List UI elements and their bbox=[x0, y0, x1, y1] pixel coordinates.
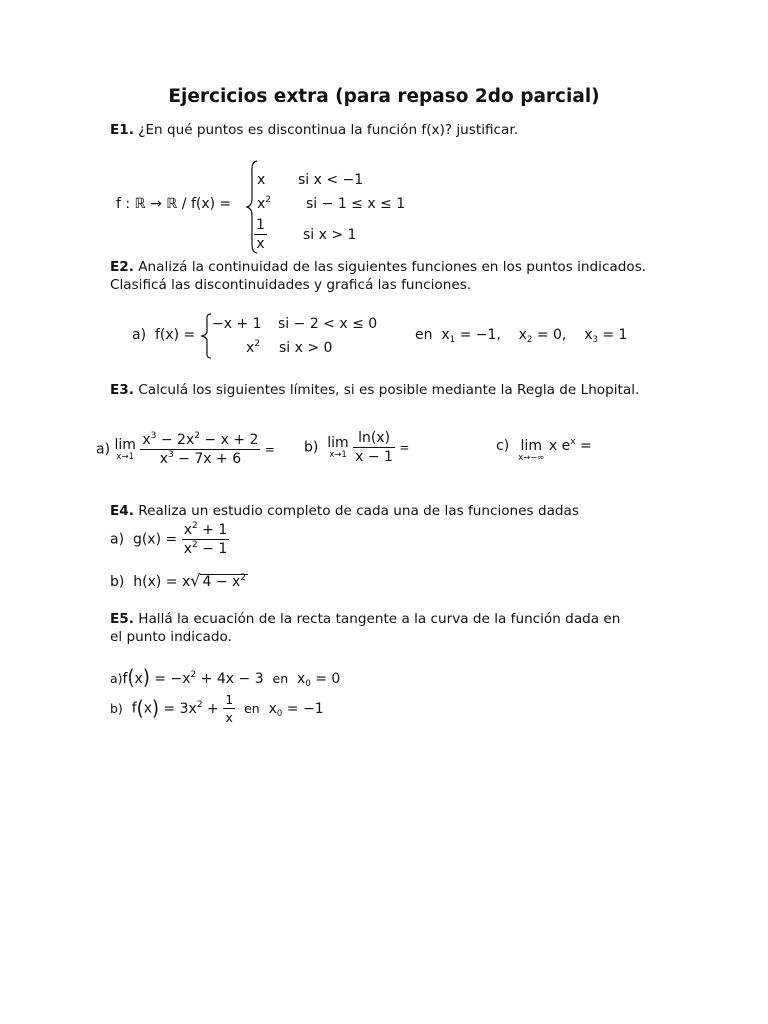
e2-statement-line1: E2. Analizá la continuidad de las siguientes funciones en los puntos indicados. bbox=[110, 259, 647, 275]
e2-points: en $x_1 = -1$, $x_2 = 0$, $x_3 = 1$ bbox=[415, 327, 628, 345]
e5-statement-line2: el punto indicado. bbox=[110, 629, 232, 645]
e4-item-a: a) g(x) = $\frac{x^2 + 1}{x^2 - 1}$ bbox=[110, 521, 228, 557]
e5-statement-line1: E5. Hallá la ecuación de la recta tangente a la curva de la función dada en bbox=[110, 611, 621, 627]
e1-case2-expr: $x^2$ bbox=[257, 195, 272, 212]
e2-case2-expr: $x^2$ bbox=[246, 339, 261, 356]
e1-case1-cond: si x < −1 bbox=[298, 172, 364, 188]
e2-case1-cond: si − 2 < x ≤ 0 bbox=[278, 316, 378, 332]
e4-item-b: b) h(x) = x√ $4 - x^2$ bbox=[110, 571, 247, 590]
e1-label: E1. bbox=[110, 122, 134, 138]
e5-item-b: b) $f(x) = 3x^2$ + $\frac{1}{x}$ en $x_0 = -1$ bbox=[110, 692, 324, 725]
e2-label: E2. bbox=[110, 259, 134, 275]
e5-item-a: $a)f(x) = -x^2 + 4x - 3$ en $x_0 = 0$ bbox=[110, 665, 341, 690]
e3-label: E3. bbox=[110, 382, 134, 398]
e1-case3-expr: $\frac{1}{x}$ bbox=[256, 217, 265, 252]
e2-case1-expr: −x + 1 bbox=[212, 316, 262, 332]
e3-statement: E3. Calculá los siguientes límites, si es posible mediante la Regla de Lhopital. bbox=[110, 382, 640, 398]
e1-text: ¿En qué puntos es discontinua la función f(x)? justificar. bbox=[138, 122, 519, 138]
e2-item-a: a) f(x) = bbox=[132, 327, 196, 343]
page-title: Ejercicios extra (para repaso 2do parcial) bbox=[168, 86, 600, 107]
e5-label: E5. bbox=[110, 611, 134, 627]
e4-label: E4. bbox=[110, 503, 134, 519]
e1-case2-cond: si − 1 ≤ x ≤ 1 bbox=[306, 196, 406, 212]
e2-statement-line2: Clasificá las discontinuidades y graficá las funciones. bbox=[110, 277, 472, 293]
e1-function-definition: f : ℝ → ℝ / f(x) = bbox=[116, 196, 232, 212]
e1-case3-cond: si x > 1 bbox=[303, 227, 357, 243]
e3-limit-b: b) lim x→1 $\frac{\ln(x)}{x - 1}$ = bbox=[304, 430, 410, 465]
e1-case1-expr: x bbox=[257, 172, 266, 188]
e1-statement bbox=[110, 121, 518, 139]
e3-limit-c: c) lim x→−∞ x $e^x$ = bbox=[496, 437, 592, 463]
e4-statement: E4. Realiza un estudio completo de cada una de las funciones dadas bbox=[110, 503, 579, 519]
e3-limit-a: a) lim x→1 $\frac{x^3 - 2x^2 - x + 2}{x^3 - 7x + 6}$ = bbox=[96, 431, 275, 467]
e2-case2-cond: si x > 0 bbox=[279, 340, 333, 356]
